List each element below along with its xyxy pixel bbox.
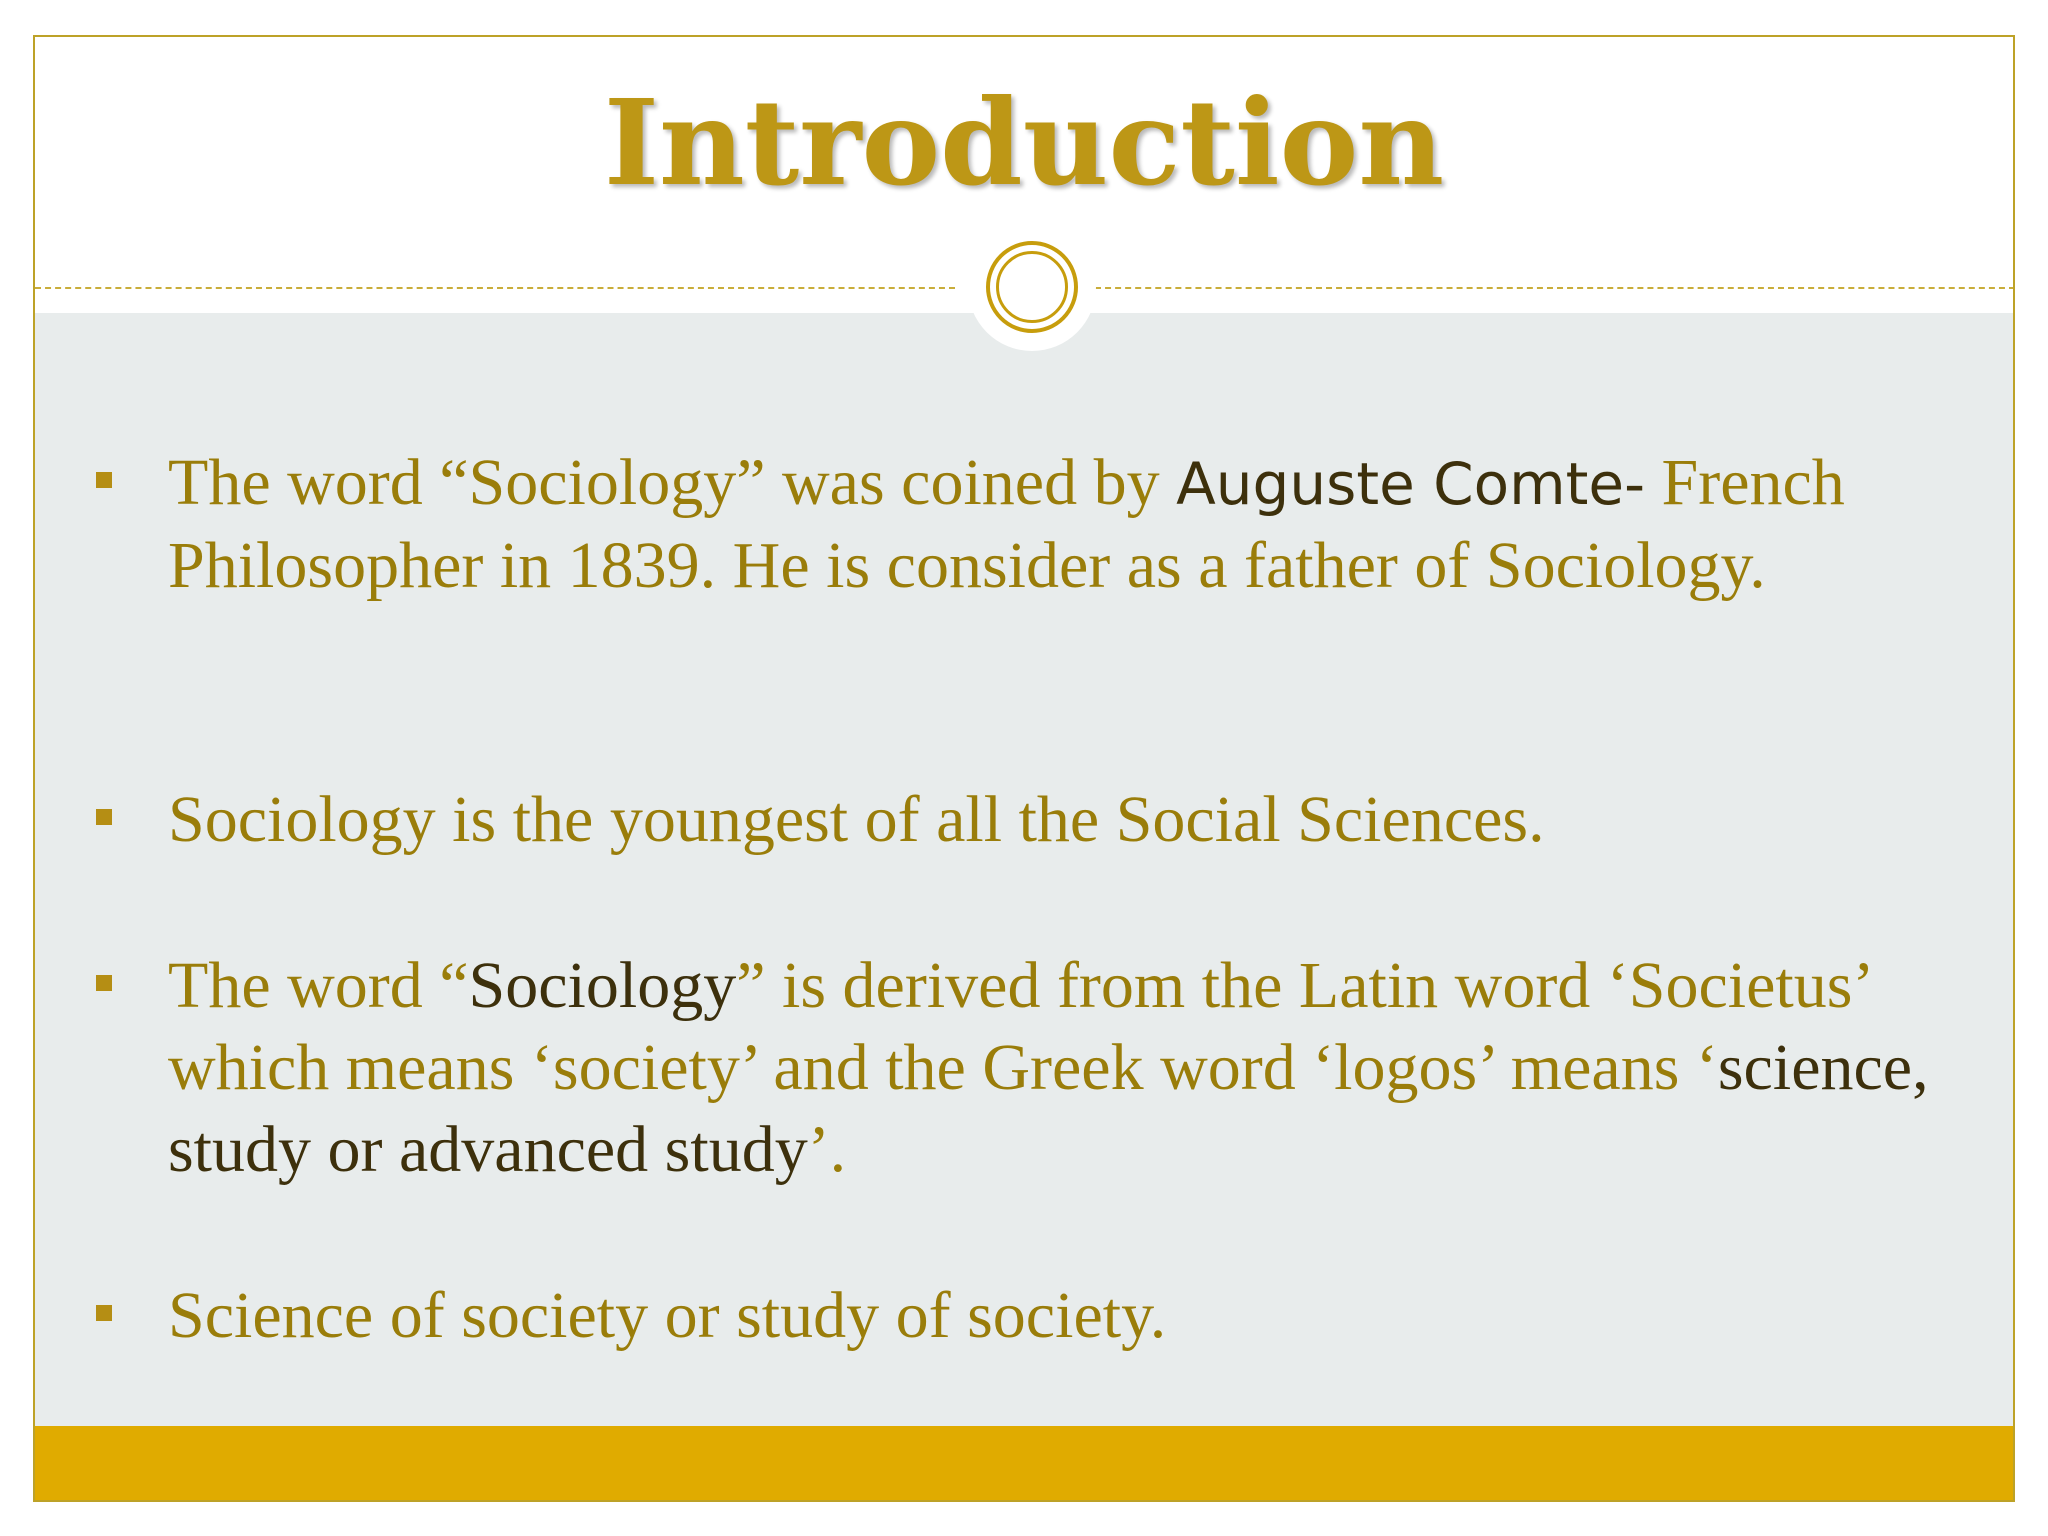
bullet-square-icon xyxy=(96,472,112,488)
bullet-3-text-a: The word “ xyxy=(168,949,469,1022)
bullet-square-icon xyxy=(96,975,112,991)
bullet-3-text-b: ” is derived from the Latin word ‘Societus’ which means ‘society’ and the Greek word ‘logos’ means ‘ xyxy=(168,949,1870,1104)
bullet-1-text-b: French Philosopher in 1839. He is consider as a father of Sociology. xyxy=(168,446,1845,602)
slide xyxy=(33,35,2015,1502)
bullet-3-term: Sociology xyxy=(468,949,737,1022)
bullet-item-1 xyxy=(168,442,1968,607)
title-divider-right xyxy=(1095,287,2015,289)
bullet-1-name: Auguste Comte- xyxy=(1176,450,1646,518)
circle-ornament-icon xyxy=(968,223,1096,351)
bullet-item-2 xyxy=(168,779,1968,861)
bullet-square-icon xyxy=(96,809,112,825)
bottom-accent-bar xyxy=(35,1426,2013,1500)
bullet-item-4 xyxy=(168,1275,1968,1357)
ornament-inner-ring xyxy=(996,251,1068,323)
bullet-4-text: Science of society or study of society. xyxy=(168,1279,1167,1352)
bullet-3-meaning: science, study or advanced study xyxy=(168,1031,1929,1186)
bullet-2-text: Sociology is the youngest of all the Social Sciences. xyxy=(168,783,1545,856)
bullet-item-3 xyxy=(168,945,1968,1191)
title-divider-left xyxy=(35,287,955,289)
bullet-square-icon xyxy=(96,1305,112,1321)
slide-title: Introduction xyxy=(603,73,1445,212)
bullet-1-text-a: The word “Sociology” was coined by xyxy=(168,446,1177,519)
bullet-3-text-c: ’. xyxy=(807,1113,847,1186)
